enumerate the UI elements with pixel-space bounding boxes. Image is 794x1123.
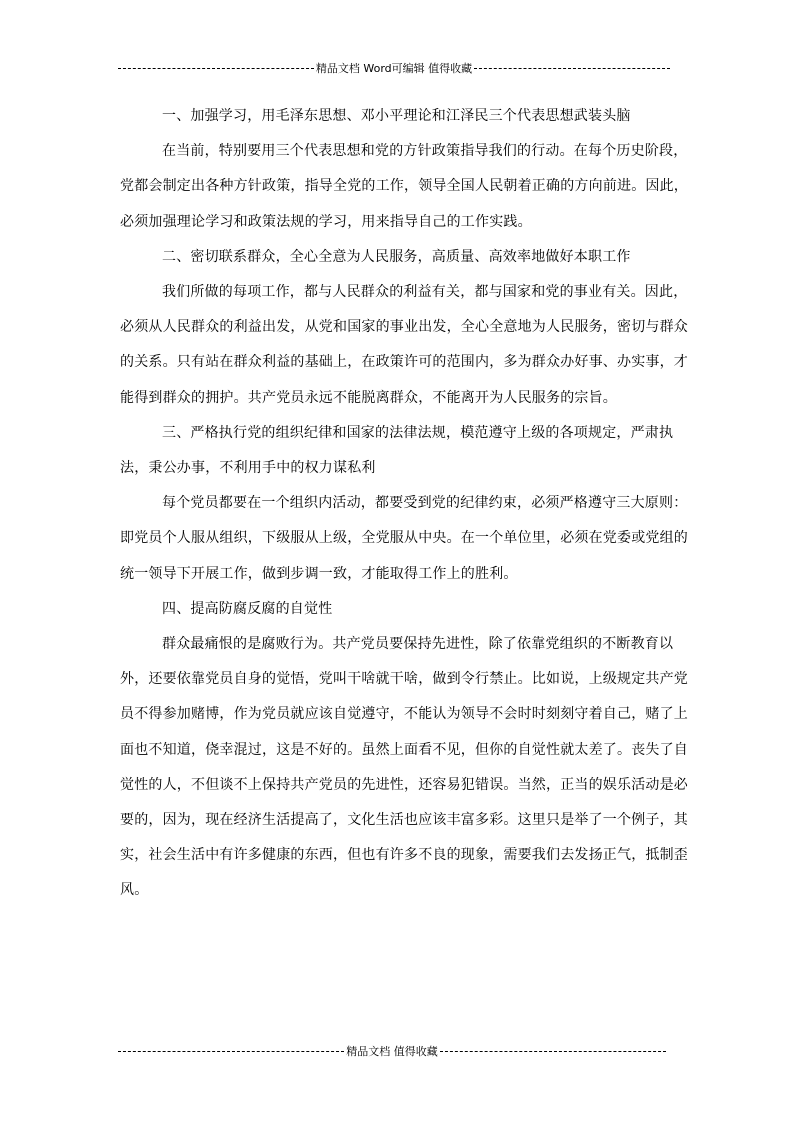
heading-2: 二、密切联系群众，全心全意为人民服务，高质量、高效率地做好本职工作 [162, 248, 631, 265]
footer-rule-right [440, 1051, 666, 1052]
footer-rule-left [118, 1051, 344, 1052]
page-header [118, 60, 670, 76]
paragraph-3: 每个党员都要在一个组织内活动，都要受到党的纪律约束，必须严格遵守三大原则：即党员个人服从组织，下级服从上级，全党服从中央。在一个单位里，必须在党委或党组的统一领导下开展工作，做到步调一致，才能取得工作上的胜利。 [120, 495, 688, 582]
page-footer [118, 1043, 666, 1059]
header-text: 精品文档 Word可编辑 值得收藏 [315, 62, 473, 75]
paragraph-1: 在当前，特别要用三个代表思想和党的方针政策指导我们的行动。在每个历史阶段，党都会制定出各种方针政策，指导全党的工作，领导全国人民朝着正确的方向前进。因此，必须加强理论学习和政策法规的学习，用来指导自己的工作实践。 [120, 143, 688, 230]
header-rule-left [118, 68, 314, 69]
heading-3: 三、严格执行党的组织纪律和国家的法律法规，模范遵守上级的各项规定，严肃执法，秉公办事，不利用手中的权力谋私利 [120, 424, 674, 477]
document-body [120, 99, 690, 909]
paragraph-4: 群众最痛恨的是腐败行为。共产党员要保持先进性，除了依靠党组织的不断教育以外，还要依靠党员自身的觉悟，党叫干啥就干啥，做到令行禁止。比如说，上级规定共产党员不得参加赌博，作为党员就应该自觉遵守，不能认为领导不会时时刻刻守着自己，赌了上面也不知道，侥幸混过，这是不好的。虽然上面看不见，但你的自觉性就太差了。丧失了自觉性的人，不但谈不上保持共产党员的先进性，还容易犯错误。当然，正当的娱乐活动是必要的，因为，现在经济生活提高了，文化生活也应该丰富多彩。这里只是举了一个例子，其实，社会生活中有许多健康的东西，但也有许多不良的现象，需要我们去发扬正气，抵制歪风。 [120, 636, 688, 899]
heading-4: 四、提高防腐反腐的自觉性 [162, 600, 333, 617]
paragraph-2: 我们所做的每项工作，都与人民群众的利益有关，都与国家和党的事业有关。因此，必须从人民群众的利益出发，从党和国家的事业出发，全心全意地为人民服务，密切与群众的关系。只有站在群众利益的基础上，在政策许可的范围内，多为群众办好事、办实事，才能得到群众的拥护。共产党员永远不能脱离群众，不能离开为人民服务的宗旨。 [120, 284, 688, 406]
heading-1: 一、加强学习，用毛泽东思想、邓小平理论和江泽民三个代表思想武装头脑 [162, 108, 631, 124]
footer-text: 精品文档 值得收藏 [346, 1045, 438, 1058]
header-rule-right [474, 68, 670, 69]
